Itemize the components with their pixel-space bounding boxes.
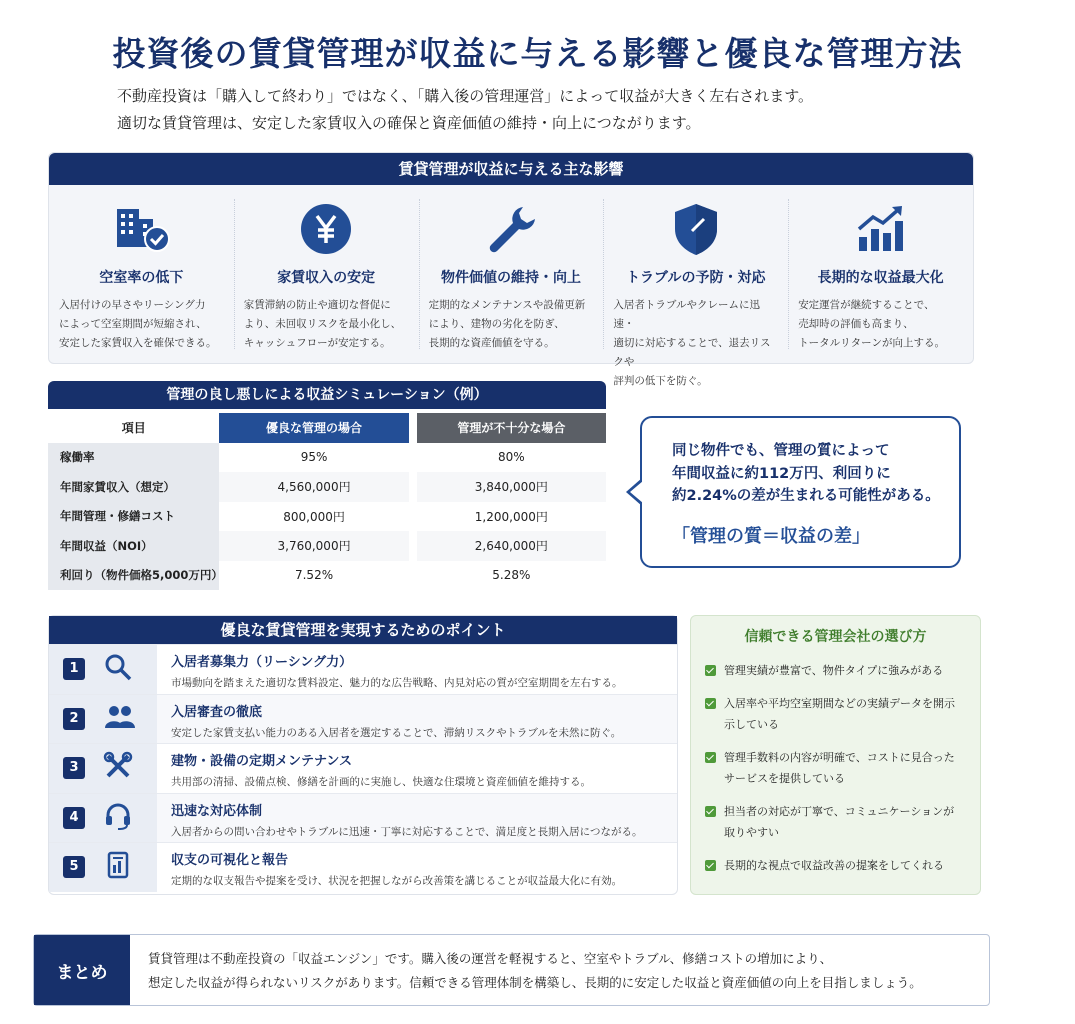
impact-item	[603, 185, 788, 387]
shield-icon	[603, 185, 788, 259]
points-section	[48, 615, 678, 895]
people-icon	[103, 702, 137, 736]
point-number: 1	[63, 658, 85, 680]
cell-bad: 3,840,000円	[417, 472, 606, 502]
list-item	[49, 644, 677, 694]
impact-title: 空室率の低下	[99, 270, 184, 286]
check-icon	[705, 665, 716, 676]
point-number: 5	[63, 856, 85, 878]
row-label: 利回り（物件価格5,000万円）	[48, 561, 219, 591]
callout-line: 約2.24%の差が生まれる可能性がある。	[672, 488, 940, 504]
list-item	[49, 793, 677, 843]
search-icon	[103, 652, 133, 686]
building-check-icon	[49, 185, 234, 259]
point-title: 迅速な対応体制	[171, 803, 263, 819]
summary-box	[33, 934, 990, 1006]
row-label: 稼働率	[48, 443, 219, 473]
cell-good: 3,760,000円	[219, 531, 408, 561]
points-header: 優良な賃貸管理を実現するためのポイント	[49, 616, 677, 644]
cell-good: 4,560,000円	[219, 472, 408, 502]
table-row	[48, 443, 606, 473]
table-row	[48, 502, 606, 532]
cell-bad: 2,640,000円	[417, 531, 606, 561]
tools-icon	[103, 751, 133, 785]
callout-line: 同じ物件でも、管理の質によって	[672, 443, 890, 459]
impact-section	[48, 152, 974, 387]
point-number: 2	[63, 708, 85, 730]
cell-bad: 1,200,000円	[417, 502, 606, 532]
impact-title: 家賃収入の安定	[277, 270, 376, 286]
table-row	[48, 531, 606, 561]
choose-section	[690, 615, 981, 895]
check-icon	[705, 752, 716, 763]
point-desc: 入居者からの問い合わせやトラブルに迅速・丁寧に対応することで、満足度と長期入居につながる。	[171, 825, 643, 838]
callout-bubble	[640, 416, 961, 568]
checklist-item: 管理実績が豊富で、物件タイプに強みがある	[705, 660, 966, 681]
impact-desc: 入居者トラブルやクレームに迅速・ 適切に対応することで、退去リスクや 評判の低下を防ぐ。	[613, 299, 771, 387]
row-label: 年間家賃収入（想定）	[48, 472, 219, 502]
cell-good: 7.52%	[219, 561, 408, 591]
simulation-table	[48, 413, 606, 590]
row-label: 年間収益（NOI）	[48, 531, 219, 561]
impact-item	[49, 185, 234, 363]
cell-good: 800,000円	[219, 502, 408, 532]
checklist-item: 長期的な視点で収益改善の提案をしてくれる	[705, 855, 966, 876]
cell-bad: 80%	[417, 443, 606, 473]
checklist-item: 入居率や平均空室期間などの実績データを開示 示している	[705, 693, 966, 735]
column-header: 優良な管理の場合	[219, 413, 408, 443]
checklist-item: 管理手数料の内容が明確で、コストに見合った サービスを提供している	[705, 747, 966, 789]
point-desc: 共用部の清掃、設備点検、修繕を計画的に実施し、快適な住環境と資産価値を維持する。	[171, 776, 591, 788]
table-row	[48, 561, 606, 591]
impact-item	[419, 185, 604, 363]
cell-bad: 5.28%	[417, 561, 606, 591]
table-row	[48, 472, 606, 502]
impact-title: 長期的な収益最大化	[817, 270, 944, 286]
impact-desc: 家賃滞納の防止や適切な督促に より、未回収リスクを最小化し、 キャッシュフローが安定する。	[243, 299, 402, 349]
column-header: 項目	[48, 413, 219, 443]
summary-label: まとめ	[34, 935, 130, 1005]
impact-item	[234, 185, 419, 363]
yen-coin-icon	[234, 185, 419, 259]
point-number: 4	[63, 807, 85, 829]
callout-line: 年間収益に約112万円、利回りに	[672, 465, 891, 482]
growth-chart-icon	[788, 185, 973, 259]
headset-icon	[103, 801, 133, 835]
wrench-icon	[419, 185, 604, 259]
point-desc: 安定した家賃支払い能力のある入居者を選定することで、滞納リスクやトラブルを未然に防ぐ。	[171, 726, 622, 739]
page-title: 投資後の賃貸管理が収益に与える影響と優良な管理方法	[112, 34, 963, 73]
list-item	[49, 842, 677, 892]
intro-line: 不動産投資は「購入して終わり」ではなく、「購入後の管理運営」によって収益が大きく左右されます。	[117, 87, 814, 105]
choose-header: 信頼できる管理会社の選び方	[744, 629, 927, 645]
summary-text: 賃貸管理は不動産投資の「収益エンジン」です。購入後の運営を軽視すると、空室やトラブル、修繕コストの増加により、 想定した収益が得られないリスクがあります。信頼できる管理体制を構築し、長期的に安定した収益と資産価値の向上を目指しましょう。	[148, 951, 922, 990]
check-icon	[705, 860, 716, 871]
point-title: 入居審査の徹底	[171, 704, 263, 720]
point-title: 建物・設備の定期メンテナンス	[171, 754, 352, 769]
point-desc: 市場動向を踏まえた適切な賃料設定、魅力的な広告戦略、内見対応の質が空室期間を左右する。	[171, 677, 623, 689]
point-title: 入居者募集力（リーシング力）	[171, 655, 353, 670]
impact-desc: 安定運営が継続することで、 売却時の評価も高まり、 トータルリターンが向上する。	[798, 299, 945, 349]
impact-desc: 定期的なメンテナンスや設備更新 により、建物の劣化を防ぎ、 長期的な資産価値を守る。	[428, 299, 586, 349]
impact-item	[788, 185, 973, 363]
check-icon	[705, 806, 716, 817]
impact-title: 物件価値の維持・向上	[440, 270, 581, 286]
point-title: 収支の可視化と報告	[171, 853, 289, 868]
table-header-row	[48, 413, 606, 443]
column-header: 管理が不十分な場合	[417, 413, 606, 443]
intro-text	[117, 83, 813, 137]
cell-good: 95%	[219, 443, 408, 473]
impact-title: トラブルの予防・対応	[626, 270, 766, 286]
impact-header: 賃貸管理が収益に与える主な影響	[49, 153, 973, 185]
impact-desc: 入居付けの早さやリーシング力 によって空室期間が短縮され、 安定した家賃収入を確保できる。	[59, 299, 217, 349]
list-item	[49, 743, 677, 793]
callout-key: 「管理の質＝収益の差」	[672, 525, 870, 547]
check-icon	[705, 698, 716, 709]
intro-line: 適切な賃貸管理は、安定した家賃収入の確保と資産価値の維持・向上につながります。	[117, 114, 701, 132]
point-number: 3	[63, 757, 85, 779]
list-item	[49, 694, 677, 744]
checklist-item: 担当者の対応が丁寧で、コミュニケーションが 取りやすい	[705, 801, 966, 843]
report-icon	[103, 850, 133, 884]
simulation-header: 管理の良し悪しによる収益シミュレーション（例）	[48, 381, 606, 409]
row-label: 年間管理・修繕コスト	[48, 502, 219, 532]
point-desc: 定期的な収支報告や提案を受け、状況を把握しながら改善策を講じることが収益最大化に有効。	[171, 875, 623, 887]
